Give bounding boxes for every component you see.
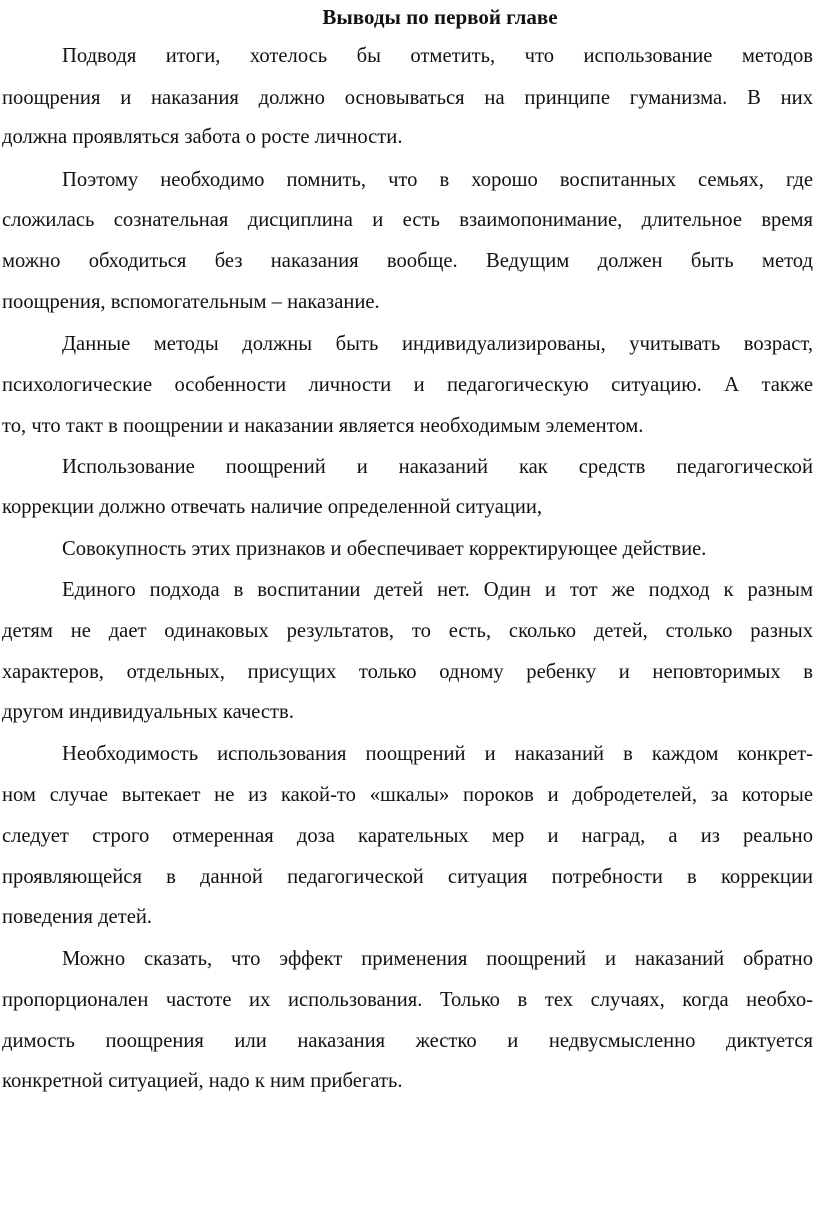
text-line: пропорционален частоте их использования. Только в тех случаях, когда необхо- — [2, 989, 813, 1011]
text-line: Подводя итоги, хотелось бы отметить, что использование методов — [62, 45, 813, 67]
text-line: психологические особенности личности и педагогическую ситуацию. А также — [2, 374, 813, 396]
text-line: димость поощрения или наказания жестко и недвусмысленно диктуется — [2, 1030, 813, 1052]
text-line: проявляющейся в данной педагогической ситуация потребности в коррекции — [2, 866, 813, 888]
text-line: Единого подхода в воспитании детей нет. Один и тот же подход к разным — [62, 579, 813, 601]
text-line: Можно сказать, что эффект применения поощрений и наказаний обратно — [62, 948, 813, 970]
text-line: ном случае вытекает не из какой-то «шкалы» пороков и добродетелей, за которые — [2, 784, 813, 806]
text-line: поощрения и наказания должно основываться на принципе гуманизма. В них — [2, 87, 813, 109]
page-title: Выводы по первой главе — [322, 5, 558, 29]
text-line: детям не дает одинаковых результатов, то есть, сколько детей, столько разных — [2, 620, 813, 642]
text-line: то, что такт в поощрении и наказании является необходимым элементом. — [2, 415, 644, 437]
text-line: конкретной ситуацией, надо к ним прибегать. — [2, 1070, 403, 1092]
text-line: коррекции должно отвечать наличие определенной ситуации, — [2, 496, 543, 518]
text-line: другом индивидуальных качеств. — [2, 701, 294, 723]
text-line: характеров, отдельных, присущих только одному ребенку и неповторимых в — [2, 661, 813, 683]
text-line: Необходимость использования поощрений и наказаний в каждом конкрет- — [62, 743, 813, 765]
text-line: Поэтому необходимо помнить, что в хорошо воспитанных семьях, где — [62, 169, 813, 191]
text-line: следует строго отмеренная доза карательных мер и наград, а из реально — [2, 825, 813, 847]
text-line: Данные методы должны быть индивидуализированы, учитывать возраст, — [62, 333, 813, 355]
text-line: должна проявляться забота о росте личности. — [2, 126, 403, 148]
text-line: Совокупность этих признаков и обеспечивает корректирующее действие. — [62, 538, 707, 560]
text-line: поощрения, вспомогательным – наказание. — [2, 291, 380, 313]
text-line: можно обходиться без наказания вообще. Ведущим должен быть метод — [2, 250, 813, 272]
text-line: поведения детей. — [2, 906, 152, 928]
text-line: сложилась сознательная дисциплина и есть взаимопонимание, длительное время — [2, 209, 813, 231]
text-line: Использование поощрений и наказаний как средств педагогической — [62, 456, 813, 478]
